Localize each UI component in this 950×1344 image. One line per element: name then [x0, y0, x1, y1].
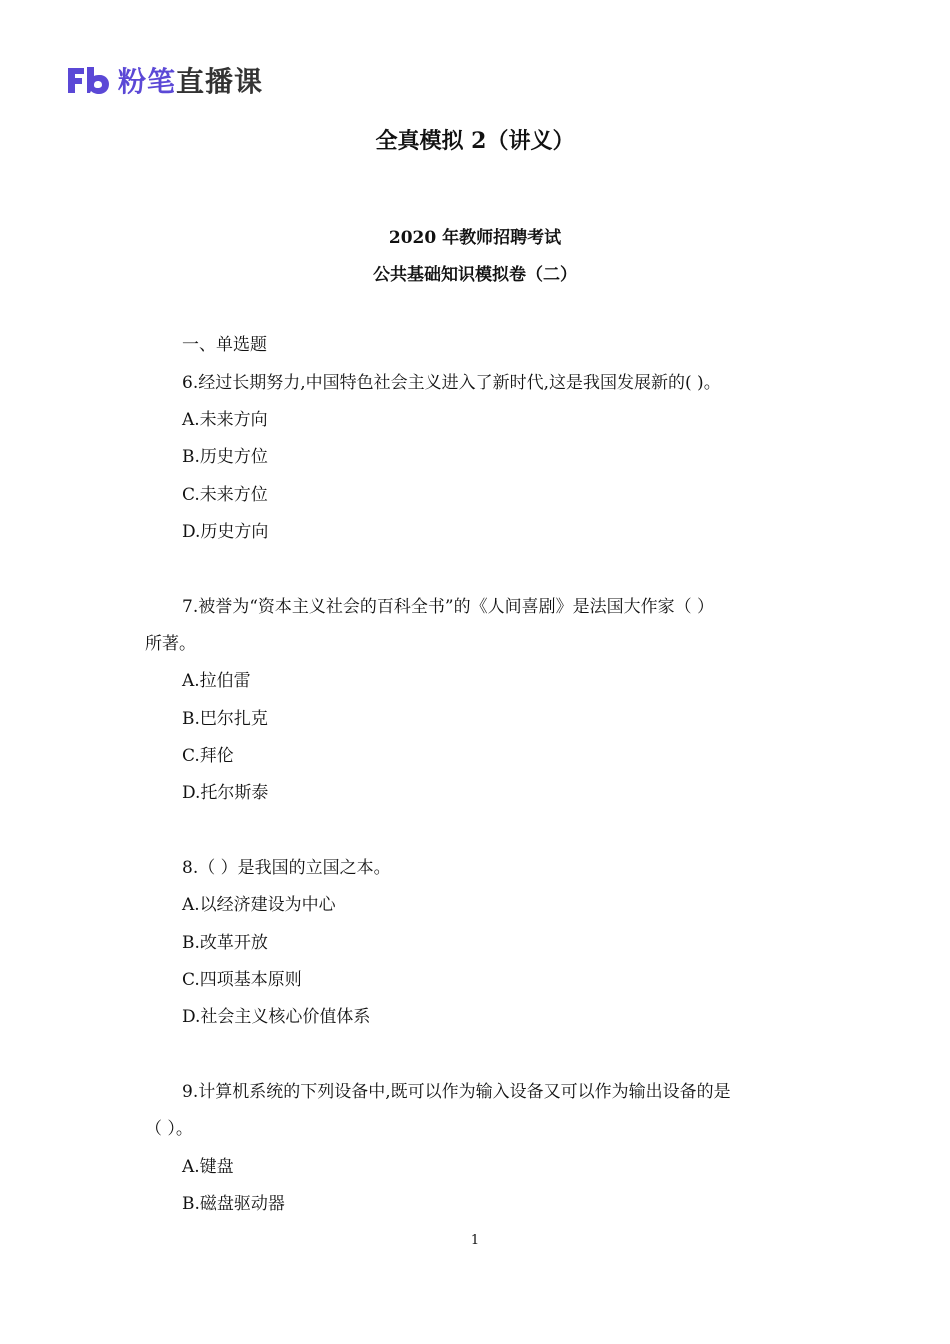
question-8-option-a: A.以经济建设为中心: [182, 895, 336, 915]
question-7-stem: 7.被誉为“资本主义社会的百科全书”的《人间喜剧》是法国大作家（ ）: [182, 597, 715, 617]
fb-logo-icon: [66, 65, 110, 95]
logo-wordmark: [118, 60, 263, 100]
page-number: 1: [470, 1233, 480, 1248]
question-9-option-b: B.磁盘驱动器: [182, 1194, 285, 1214]
question-8-option-c: C.四项基本原则: [182, 970, 302, 990]
question-6-stem: 6.经过长期努力,中国特色社会主义进入了新时代,这是我国发展新的( )。: [182, 373, 721, 393]
question-8-stem: 8.（ ）是我国的立国之本。: [182, 858, 391, 878]
question-6-option-a: A.未来方向: [182, 410, 268, 430]
question-9-stem: 9.计算机系统的下列设备中,既可以作为输入设备又可以作为输出设备的是: [182, 1082, 731, 1102]
question-7-option-c: C.拜伦: [182, 746, 234, 766]
question-6-option-c: C.未来方位: [182, 485, 268, 505]
exam-subtitle: 公共基础知识模拟卷（二）: [373, 265, 577, 285]
question-7-stem-cont: 所著。: [145, 634, 196, 654]
question-6-option-b: B.历史方位: [182, 447, 268, 467]
document-title: 全真模拟 2（讲义）: [375, 128, 575, 154]
question-8-option-b: B.改革开放: [182, 933, 268, 953]
logo-brand-text: 粉笔: [118, 65, 177, 98]
logo-rest-text: 直播课: [176, 65, 264, 98]
section-heading: 一、单选题: [182, 335, 267, 355]
question-8-option-d: D.社会主义核心价值体系: [182, 1007, 371, 1027]
question-6-option-d: D.历史方向: [182, 522, 269, 542]
question-7-option-a: A.拉伯雷: [182, 671, 251, 691]
question-7-option-b: B.巴尔扎克: [182, 709, 268, 729]
question-9-stem-cont: （ ）。: [145, 1119, 193, 1139]
brand-logo: [66, 62, 263, 98]
question-9-option-a: A.键盘: [182, 1157, 234, 1177]
exam-title: 2020 年教师招聘考试: [388, 228, 562, 248]
question-7-option-d: D.托尔斯泰: [182, 783, 269, 803]
